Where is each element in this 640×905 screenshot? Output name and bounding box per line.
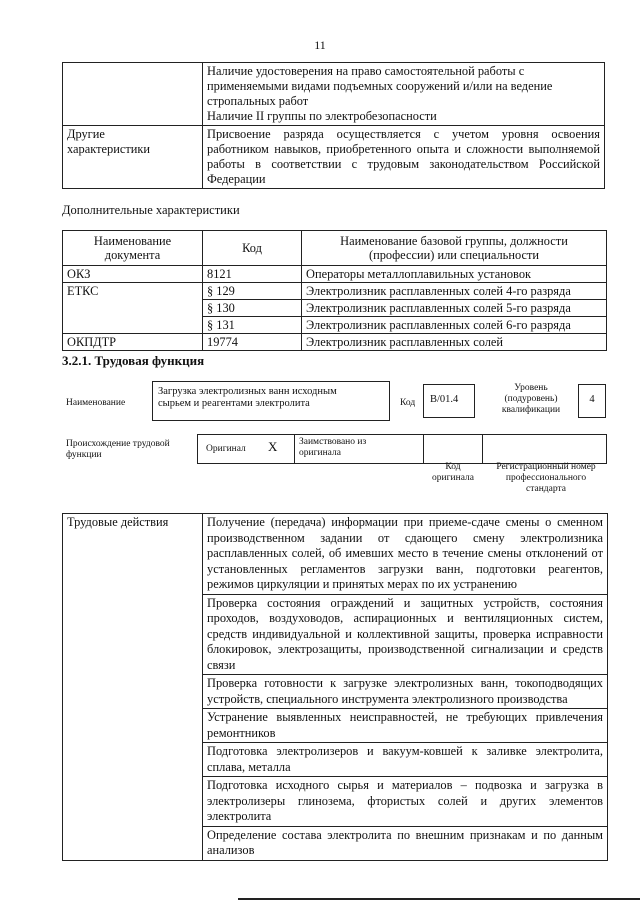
origin-reg-caption [485,462,607,495]
level-value: 4 [589,394,595,405]
function-name-label: Наименование [66,398,126,408]
origin-label [66,439,170,461]
characteristics-table [62,62,605,189]
origin-original-box [197,434,295,464]
footer-rule [238,898,640,900]
header-group: Наименование базовой группы, должности (профессии) или специальности [302,231,607,266]
origin-original-mark: X [268,439,278,454]
code-cell: § 129 [203,283,302,300]
other-characteristics-label [63,126,203,189]
page-number: 11 [314,38,326,52]
other-label-line: характеристики [67,142,151,156]
function-code-label: Код [400,398,416,408]
group-cell: Операторы металлоплавильных установок [302,266,607,283]
origin-label-line: функции [66,450,102,460]
origin-reg-caption-line: профессионального [505,473,587,483]
code-cell: § 130 [203,300,302,317]
function-name-box [152,381,390,421]
origin-original-label: Оригинал [206,444,246,454]
doc-cell: ОКЗ [63,266,203,283]
function-name-line: сырьем и реагентами электролита [158,398,310,409]
code-cell: 19774 [203,334,302,351]
action-item: Подготовка электролизеров и вакуум-ковшей к заливке электролита, сплава, металла [203,743,608,777]
code-cell: 8121 [203,266,302,283]
actions-label: Трудовые действия [63,514,203,861]
cont-requirements-cell [203,63,605,126]
origin-reg-box [482,434,607,464]
additional-table [62,230,607,351]
origin-code-caption [418,462,488,484]
level-box [578,384,606,418]
table-row [63,266,607,283]
doc-cell: ОКПДТР [63,334,203,351]
doc-cell: ЕТКС [63,283,203,334]
action-item: Проверка готовности к загрузке электролизных ванн, токоподводящих устройств, специального инструмента электролизного производства [203,675,608,709]
origin-code-box [423,434,483,464]
action-item: Проверка состояния ограждений и защитных устройств, состояния проходов, воздуховодов, аспирационных и вентиляционных систем, средств индивидуальной и коллективной защиты, проверка исправности блокировок, электрозащиты, производственной сигнализации и средств связи [203,594,608,675]
table-row [63,283,607,300]
action-item: Устранение выявленных неисправностей, не требующих привлечения ремонтников [203,709,608,743]
header-document: Наименование документа [63,231,203,266]
group-cell: Электролизник расплавленных солей 6-го разряда [302,317,607,334]
cont-empty-cell [63,63,203,126]
origin-borrowed-line: Заимствовано из [299,437,367,447]
origin-reg-caption-line: стандарта [526,484,566,494]
table-row [63,334,607,351]
level-label [492,383,570,416]
origin-borrowed-box [294,434,424,464]
action-item: Получение (передача) информации при приеме-сдаче смены о сменном производственном задании от сдающего смену электролизника расплавленных солей, об имевших место в течение смены отклонений от установленных регламентов загрузки ванн, подготовки реагентов, режимов циркуляции и принятых мерах по их устранению [203,514,608,595]
origin-reg-caption-line: Регистрационный номер [496,462,596,472]
header-code: Код [203,231,302,266]
cont-line: применяемыми видами подъемных сооружений и/или на ведение [207,79,553,93]
group-cell: Электролизник расплавленных солей 5-го разряда [302,300,607,317]
origin-label-line: Происхождение трудовой [66,439,170,449]
cont-line: Наличие II группы по электробезопасности [207,109,437,123]
function-code-box [423,384,475,418]
cont-line: стропальных работ [207,94,309,108]
origin-borrowed-line: оригинала [299,448,341,458]
code-cell: § 131 [203,317,302,334]
function-name-line: Загрузка электролизных ванн исходным [158,386,337,397]
level-label-line: квалификации [501,405,561,415]
group-cell: Электролизник расплавленных солей [302,334,607,351]
function-heading: 3.2.1. Трудовая функция [62,353,205,368]
actions-table [62,513,608,861]
level-label-line: (подуровень) [504,394,558,404]
level-label-line: Уровень [514,383,548,393]
origin-code-caption-line: Код [445,462,461,472]
other-characteristics-text: Присвоение разряда осуществляется с учетом уровня освоения работником навыков, приобретенного опыта и сложности выполняемой работы в соответствии с трудовым законодательством Российской Федерации [203,126,605,189]
origin-code-caption-line: оригинала [432,473,474,483]
action-item: Подготовка исходного сырья и материалов – подвозка и загрузка в электролизеры глинозема, фтористых солей и других элементов электролита [203,777,608,827]
group-cell: Электролизник расплавленных солей 4-го разряда [302,283,607,300]
function-code-value: В/01.4 [430,394,459,405]
other-label-line: Другие [67,127,105,141]
cont-line: Наличие удостоверения на право самостоятельной работы с [207,64,525,78]
action-item: Определение состава электролита по внешним признакам и по данным анализов [203,826,608,860]
additional-heading: Дополнительные характеристики [62,203,240,217]
